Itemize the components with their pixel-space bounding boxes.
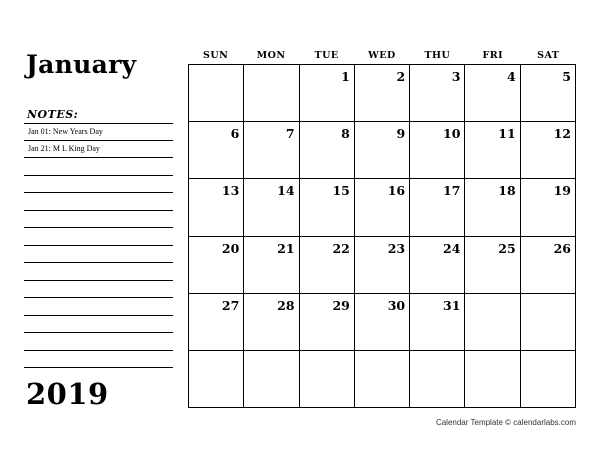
note-line [24,228,173,246]
day-number: 30 [387,297,406,313]
day-number: 14 [277,183,295,199]
weekday-sun: SUN [203,50,229,61]
day-number: 1 [341,69,350,84]
weekday-thu: THU [424,50,451,61]
note-line: Jan 21: M L King Day [24,141,173,159]
day-cell[interactable] [521,351,576,408]
day-number: 27 [221,297,240,313]
note-line [24,193,173,211]
day-number: 3 [451,69,461,84]
weekday-header [188,50,576,64]
day-cell[interactable] [465,179,520,236]
note-line [24,246,173,264]
month-title: January [26,50,137,79]
year-label: 2019 [26,377,109,411]
day-number: 11 [498,126,516,142]
day-number: 22 [332,240,350,256]
day-cell[interactable] [410,179,465,236]
day-cell[interactable] [355,65,410,122]
day-cell[interactable] [410,237,465,294]
day-cell[interactable] [521,294,576,351]
day-cell[interactable] [189,122,244,179]
weekday-fri: FRI [482,50,504,61]
day-cell[interactable] [300,237,355,294]
day-cell[interactable] [465,237,520,294]
weekday-sat: SAT [537,50,560,61]
notes-list [24,123,173,368]
day-cell[interactable] [355,351,410,408]
day-cell[interactable] [355,122,410,179]
day-cell[interactable] [521,65,576,122]
note-line [24,316,173,334]
note-line [24,211,173,229]
day-number: 23 [387,240,406,256]
day-number: 2 [396,69,406,84]
day-number: 13 [221,183,240,199]
day-cell[interactable] [300,122,355,179]
day-number: 7 [285,126,295,142]
day-cell[interactable] [300,294,355,351]
day-number: 31 [443,297,461,313]
day-cell[interactable] [244,237,299,294]
day-number: 18 [498,183,516,199]
day-number: 21 [277,240,295,256]
day-number: 8 [341,126,350,142]
day-cell[interactable] [300,65,355,122]
day-number: 29 [332,297,350,313]
day-cell[interactable] [410,294,465,351]
day-cell[interactable] [465,351,520,408]
day-cell[interactable] [244,65,299,122]
day-number: 19 [553,183,571,199]
note-line [24,298,173,316]
notes-label: NOTES: [27,108,79,121]
day-cell[interactable] [189,294,244,351]
note-line [24,281,173,299]
day-cell[interactable] [300,179,355,236]
day-cell[interactable] [355,179,410,236]
weekday-wed: WED [368,50,396,61]
day-number: 10 [443,126,461,142]
day-cell[interactable] [244,351,299,408]
day-cell[interactable] [521,179,576,236]
day-cell[interactable] [244,179,299,236]
footer-credit: Calendar Template © calendarlabs.com [435,418,576,427]
day-number: 12 [553,126,571,142]
day-cell[interactable] [189,65,244,122]
weekday-mon: MON [256,50,286,61]
day-number: 15 [332,183,350,199]
note-line [24,333,173,351]
day-number: 20 [221,240,240,256]
weekday-tue: TUE [314,50,339,61]
day-cell[interactable] [189,351,244,408]
day-cell[interactable] [521,237,576,294]
day-cell[interactable] [300,351,355,408]
day-number: 9 [396,126,406,142]
day-cell[interactable] [465,65,520,122]
day-cell[interactable] [465,122,520,179]
day-cell[interactable] [244,294,299,351]
day-number: 25 [498,240,516,256]
day-number: 5 [562,69,571,84]
day-cell[interactable] [521,122,576,179]
day-number: 16 [387,183,406,199]
day-number: 6 [230,126,240,142]
day-cell[interactable] [189,179,244,236]
day-number: 26 [553,240,571,256]
day-cell[interactable] [355,294,410,351]
note-line [24,158,173,176]
note-line [24,176,173,194]
day-number: 17 [443,183,461,199]
day-cell[interactable] [410,351,465,408]
day-number: 4 [507,69,516,84]
day-cell[interactable] [410,122,465,179]
calendar-grid [188,64,576,408]
day-number: 24 [443,240,461,256]
day-number: 28 [277,297,295,313]
day-cell[interactable] [410,65,465,122]
day-cell[interactable] [244,122,299,179]
day-cell[interactable] [465,294,520,351]
day-cell[interactable] [355,237,410,294]
note-line: Jan 01: New Years Day [24,123,173,141]
day-cell[interactable] [189,237,244,294]
note-line [24,263,173,281]
note-line [24,351,173,369]
